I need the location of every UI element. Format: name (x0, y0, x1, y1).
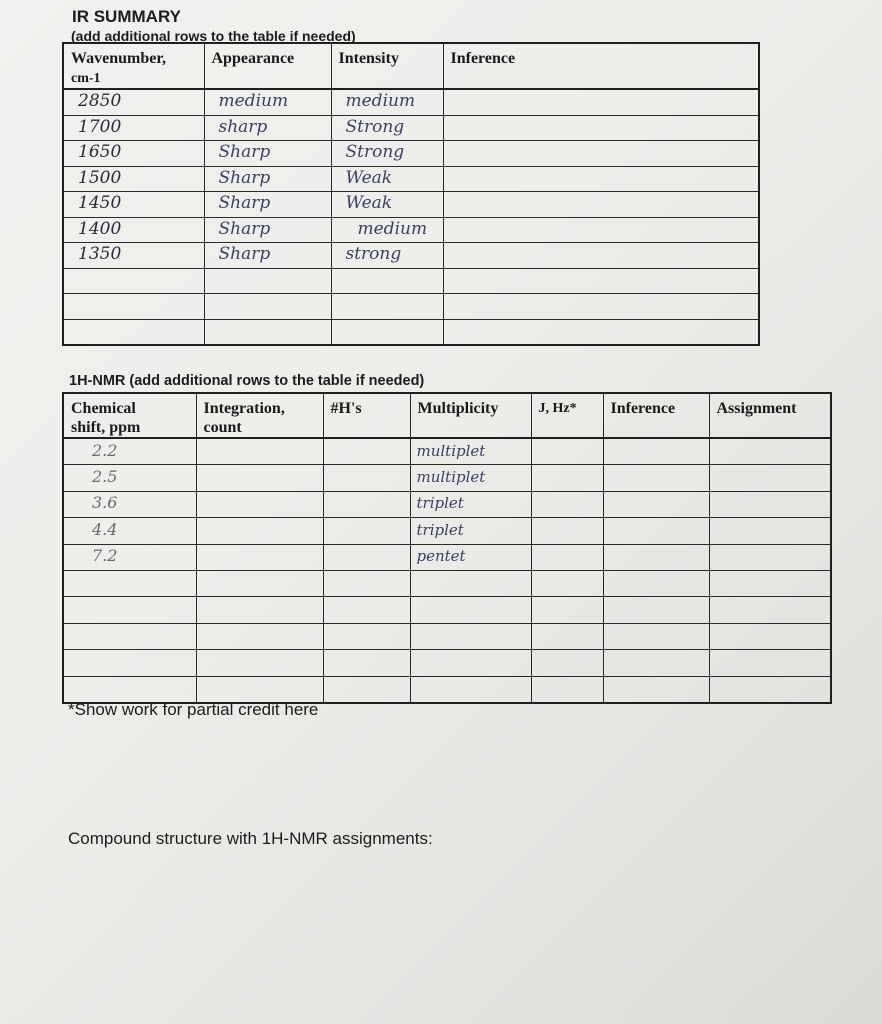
ir-row (63, 217, 759, 243)
handwritten-inference (444, 91, 458, 111)
inference-cell[interactable] (443, 192, 759, 218)
handwritten-multiplicity (411, 574, 417, 592)
nmr-table (62, 392, 832, 704)
header-j-hz: J, Hz* (531, 393, 603, 438)
header-chemical-shift (63, 393, 196, 438)
integration-cell[interactable] (196, 438, 323, 465)
handwritten-multiplicity: multiplet (416, 441, 486, 460)
handwritten-multiplicity: multiplet (416, 468, 486, 487)
assignment-cell[interactable] (709, 570, 831, 596)
inference-cell[interactable] (603, 491, 709, 517)
multiplicity-cell[interactable] (410, 570, 531, 596)
header-chemical-shift-line1: Chemical (71, 400, 136, 417)
handwritten-multiplicity (411, 653, 417, 671)
intensity-cell[interactable] (331, 89, 443, 115)
intensity-cell[interactable] (331, 319, 443, 345)
numh-cell[interactable] (323, 650, 410, 676)
inference-cell[interactable] (443, 217, 759, 243)
integration-cell[interactable] (196, 570, 323, 596)
handwritten-intensity (332, 321, 346, 341)
handwritten-intensity: strong (345, 244, 402, 265)
wavenumber-cell[interactable] (63, 89, 204, 115)
handwritten-multiplicity (411, 679, 417, 697)
inference-cell[interactable] (603, 438, 709, 465)
intensity-cell[interactable] (331, 217, 443, 243)
numh-cell[interactable] (323, 676, 410, 703)
inference-cell[interactable] (443, 141, 759, 167)
handwritten-appearance (205, 295, 219, 315)
handwritten-shift: 4.4 (92, 519, 118, 539)
nmr-row (63, 570, 831, 596)
j-cell[interactable] (531, 623, 603, 649)
wavenumber-cell[interactable] (63, 141, 204, 167)
nmr-row (63, 438, 831, 465)
shift-cell[interactable] (63, 597, 196, 623)
j-cell[interactable] (531, 676, 603, 703)
assignment-cell[interactable] (709, 518, 831, 544)
j-cell[interactable] (531, 491, 603, 517)
appearance-cell[interactable] (204, 294, 331, 320)
handwritten-wavenumber: 1450 (78, 193, 122, 214)
assignment-cell[interactable] (709, 676, 831, 703)
assignment-cell[interactable] (709, 623, 831, 649)
ir-row (63, 166, 759, 192)
appearance-cell[interactable] (204, 89, 331, 115)
inference-cell[interactable] (603, 570, 709, 596)
handwritten-multiplicity (411, 626, 417, 644)
wavenumber-cell[interactable] (63, 166, 204, 192)
integration-cell[interactable] (196, 544, 323, 570)
handwritten-shift (64, 678, 92, 697)
j-cell[interactable] (531, 465, 603, 491)
handwritten-shift (64, 625, 92, 644)
wavenumber-cell[interactable] (63, 217, 204, 243)
multiplicity-cell[interactable] (410, 491, 531, 517)
handwritten-appearance (205, 321, 219, 341)
handwritten-shift: 7.2 (92, 546, 118, 566)
handwritten-shift: 2.5 (92, 467, 118, 487)
inference-cell[interactable] (443, 294, 759, 320)
header-num-h: #H's (323, 393, 410, 438)
handwritten-appearance: Sharp (218, 142, 271, 163)
j-cell[interactable] (531, 438, 603, 465)
assignment-cell[interactable] (709, 544, 831, 570)
inference-cell[interactable] (443, 89, 759, 115)
nmr-title: 1H-NMR (add additional rows to the table if needed) (69, 373, 425, 389)
handwritten-appearance: Sharp (218, 167, 271, 188)
handwritten-intensity: medium (345, 91, 416, 112)
numh-cell[interactable] (323, 518, 410, 544)
appearance-cell[interactable] (204, 319, 331, 345)
nmr-row (63, 597, 831, 623)
shift-cell[interactable] (63, 544, 196, 570)
ir-row (63, 319, 759, 345)
integration-cell[interactable] (196, 597, 323, 623)
handwritten-shift: 2.2 (92, 440, 118, 460)
j-cell[interactable] (531, 650, 603, 676)
appearance-cell[interactable] (204, 141, 331, 167)
j-cell[interactable] (531, 544, 603, 570)
ir-summary-title: IR SUMMARY (72, 7, 181, 26)
handwritten-intensity (332, 295, 346, 315)
assignment-cell[interactable] (709, 597, 831, 623)
handwritten-inference (444, 117, 458, 137)
nmr-row (63, 623, 831, 649)
nmr-row (63, 544, 831, 570)
ir-row (63, 89, 759, 115)
intensity-cell[interactable] (331, 243, 443, 269)
handwritten-inference (444, 219, 458, 239)
numh-cell[interactable] (323, 491, 410, 517)
compound-structure-label: Compound structure with 1H-NMR assignments: (68, 829, 433, 848)
handwritten-wavenumber (64, 321, 78, 341)
assignment-cell[interactable] (709, 650, 831, 676)
header-inference: Inference (443, 43, 759, 89)
intensity-cell[interactable] (331, 115, 443, 141)
intensity-cell[interactable] (331, 268, 443, 294)
handwritten-wavenumber: 1350 (78, 244, 122, 265)
nmr-row (63, 465, 831, 491)
numh-cell[interactable] (323, 597, 410, 623)
integration-cell[interactable] (196, 650, 323, 676)
shift-cell[interactable] (63, 465, 196, 491)
handwritten-wavenumber: 1500 (78, 167, 122, 188)
header-inference: Inference (603, 393, 709, 438)
handwritten-shift (64, 599, 92, 618)
handwritten-intensity: Strong (345, 116, 405, 137)
header-wavenumber-unit: cm-1 (71, 71, 101, 86)
ir-row (63, 141, 759, 167)
header-chemical-shift-line2: shift, ppm (71, 419, 141, 436)
header-wavenumber (63, 43, 204, 89)
handwritten-appearance (205, 270, 219, 290)
wavenumber-cell[interactable] (63, 319, 204, 345)
integration-cell[interactable] (196, 491, 323, 517)
j-cell[interactable] (531, 570, 603, 596)
handwritten-inference (444, 295, 458, 315)
ir-row (63, 192, 759, 218)
nmr-row (63, 518, 831, 544)
inference-cell[interactable] (603, 650, 709, 676)
header-intensity: Intensity (331, 43, 443, 89)
appearance-cell[interactable] (204, 217, 331, 243)
assignment-cell[interactable] (709, 438, 831, 465)
header-integration-line2: count (203, 419, 242, 436)
appearance-cell[interactable] (204, 192, 331, 218)
handwritten-appearance: Sharp (218, 193, 271, 214)
handwritten-intensity: Strong (345, 142, 405, 163)
numh-cell[interactable] (323, 438, 410, 465)
handwritten-multiplicity: triplet (416, 520, 464, 539)
handwritten-multiplicity (411, 600, 417, 618)
handwritten-intensity: medium (357, 218, 428, 239)
inference-cell[interactable] (443, 243, 759, 269)
j-cell[interactable] (531, 518, 603, 544)
header-wavenumber-line1: Wavenumber, (71, 50, 166, 67)
shift-cell[interactable] (63, 676, 196, 703)
multiplicity-cell[interactable] (410, 544, 531, 570)
handwritten-inference (444, 142, 458, 162)
numh-cell[interactable] (323, 623, 410, 649)
integration-cell[interactable] (196, 518, 323, 544)
wavenumber-cell[interactable] (63, 294, 204, 320)
header-integration-line1: Integration, (203, 400, 285, 417)
handwritten-inference (444, 168, 458, 188)
ir-row (63, 115, 759, 141)
wavenumber-cell[interactable] (63, 268, 204, 294)
integration-cell[interactable] (196, 676, 323, 703)
handwritten-multiplicity: triplet (416, 494, 464, 513)
partial-credit-note: *Show work for partial credit here (68, 700, 319, 719)
handwritten-inference (444, 193, 458, 213)
nmr-row (63, 676, 831, 703)
ir-summary-table (62, 42, 760, 346)
appearance-cell[interactable] (204, 166, 331, 192)
handwritten-inference (444, 244, 458, 264)
header-appearance: Appearance (204, 43, 331, 89)
multiplicity-cell[interactable] (410, 518, 531, 544)
intensity-cell[interactable] (331, 294, 443, 320)
intensity-cell[interactable] (331, 166, 443, 192)
handwritten-appearance: Sharp (218, 244, 271, 265)
multiplicity-cell[interactable] (410, 676, 531, 703)
inference-cell[interactable] (443, 268, 759, 294)
inference-cell[interactable] (603, 544, 709, 570)
ir-row (63, 243, 759, 269)
handwritten-multiplicity: pentet (416, 547, 466, 566)
handwritten-inference (444, 270, 458, 290)
handwritten-shift (64, 652, 92, 671)
assignment-cell[interactable] (709, 491, 831, 517)
intensity-cell[interactable] (331, 192, 443, 218)
handwritten-intensity: Weak (345, 193, 393, 214)
handwritten-wavenumber (64, 270, 78, 290)
handwritten-wavenumber: 1700 (78, 116, 122, 137)
handwritten-wavenumber (64, 295, 78, 315)
ir-row (63, 294, 759, 320)
numh-cell[interactable] (323, 465, 410, 491)
inference-cell[interactable] (603, 676, 709, 703)
inference-cell[interactable] (603, 597, 709, 623)
inference-cell[interactable] (443, 166, 759, 192)
inference-cell[interactable] (443, 115, 759, 141)
handwritten-shift: 3.6 (92, 493, 118, 513)
shift-cell[interactable] (63, 650, 196, 676)
shift-cell[interactable] (63, 518, 196, 544)
multiplicity-cell[interactable] (410, 650, 531, 676)
multiplicity-cell[interactable] (410, 597, 531, 623)
multiplicity-cell[interactable] (410, 465, 531, 491)
inference-cell[interactable] (603, 465, 709, 491)
numh-cell[interactable] (323, 544, 410, 570)
shift-cell[interactable] (63, 438, 196, 465)
inference-cell[interactable] (603, 623, 709, 649)
handwritten-intensity (332, 270, 346, 290)
handwritten-appearance: Sharp (218, 218, 271, 239)
ir-summary-subtitle: (add additional rows to the table if needed) (71, 28, 356, 44)
header-multiplicity: Multiplicity (410, 393, 531, 438)
inference-cell[interactable] (603, 518, 709, 544)
handwritten-inference (444, 321, 458, 341)
handwritten-wavenumber: 1400 (78, 218, 122, 239)
wavenumber-cell[interactable] (63, 115, 204, 141)
integration-cell[interactable] (196, 465, 323, 491)
nmr-row (63, 650, 831, 676)
integration-cell[interactable] (196, 623, 323, 649)
shift-cell[interactable] (63, 570, 196, 596)
shift-cell[interactable] (63, 623, 196, 649)
multiplicity-cell[interactable] (410, 623, 531, 649)
handwritten-appearance: sharp (218, 116, 268, 137)
inference-cell[interactable] (443, 319, 759, 345)
appearance-cell[interactable] (204, 268, 331, 294)
handwritten-shift (64, 573, 92, 592)
shift-cell[interactable] (63, 491, 196, 517)
header-integration (196, 393, 323, 438)
handwritten-wavenumber: 2850 (78, 91, 122, 112)
j-cell[interactable] (531, 597, 603, 623)
multiplicity-cell[interactable] (410, 438, 531, 465)
assignment-cell[interactable] (709, 465, 831, 491)
numh-cell[interactable] (323, 570, 410, 596)
appearance-cell[interactable] (204, 115, 331, 141)
appearance-cell[interactable] (204, 243, 331, 269)
header-assignment: Assignment (709, 393, 831, 438)
handwritten-appearance: medium (218, 91, 289, 112)
ir-row (63, 268, 759, 294)
intensity-cell[interactable] (331, 141, 443, 167)
wavenumber-cell[interactable] (63, 192, 204, 218)
wavenumber-cell[interactable] (63, 243, 204, 269)
nmr-row (63, 491, 831, 517)
handwritten-intensity: Weak (345, 167, 393, 188)
handwritten-wavenumber: 1650 (78, 142, 122, 163)
